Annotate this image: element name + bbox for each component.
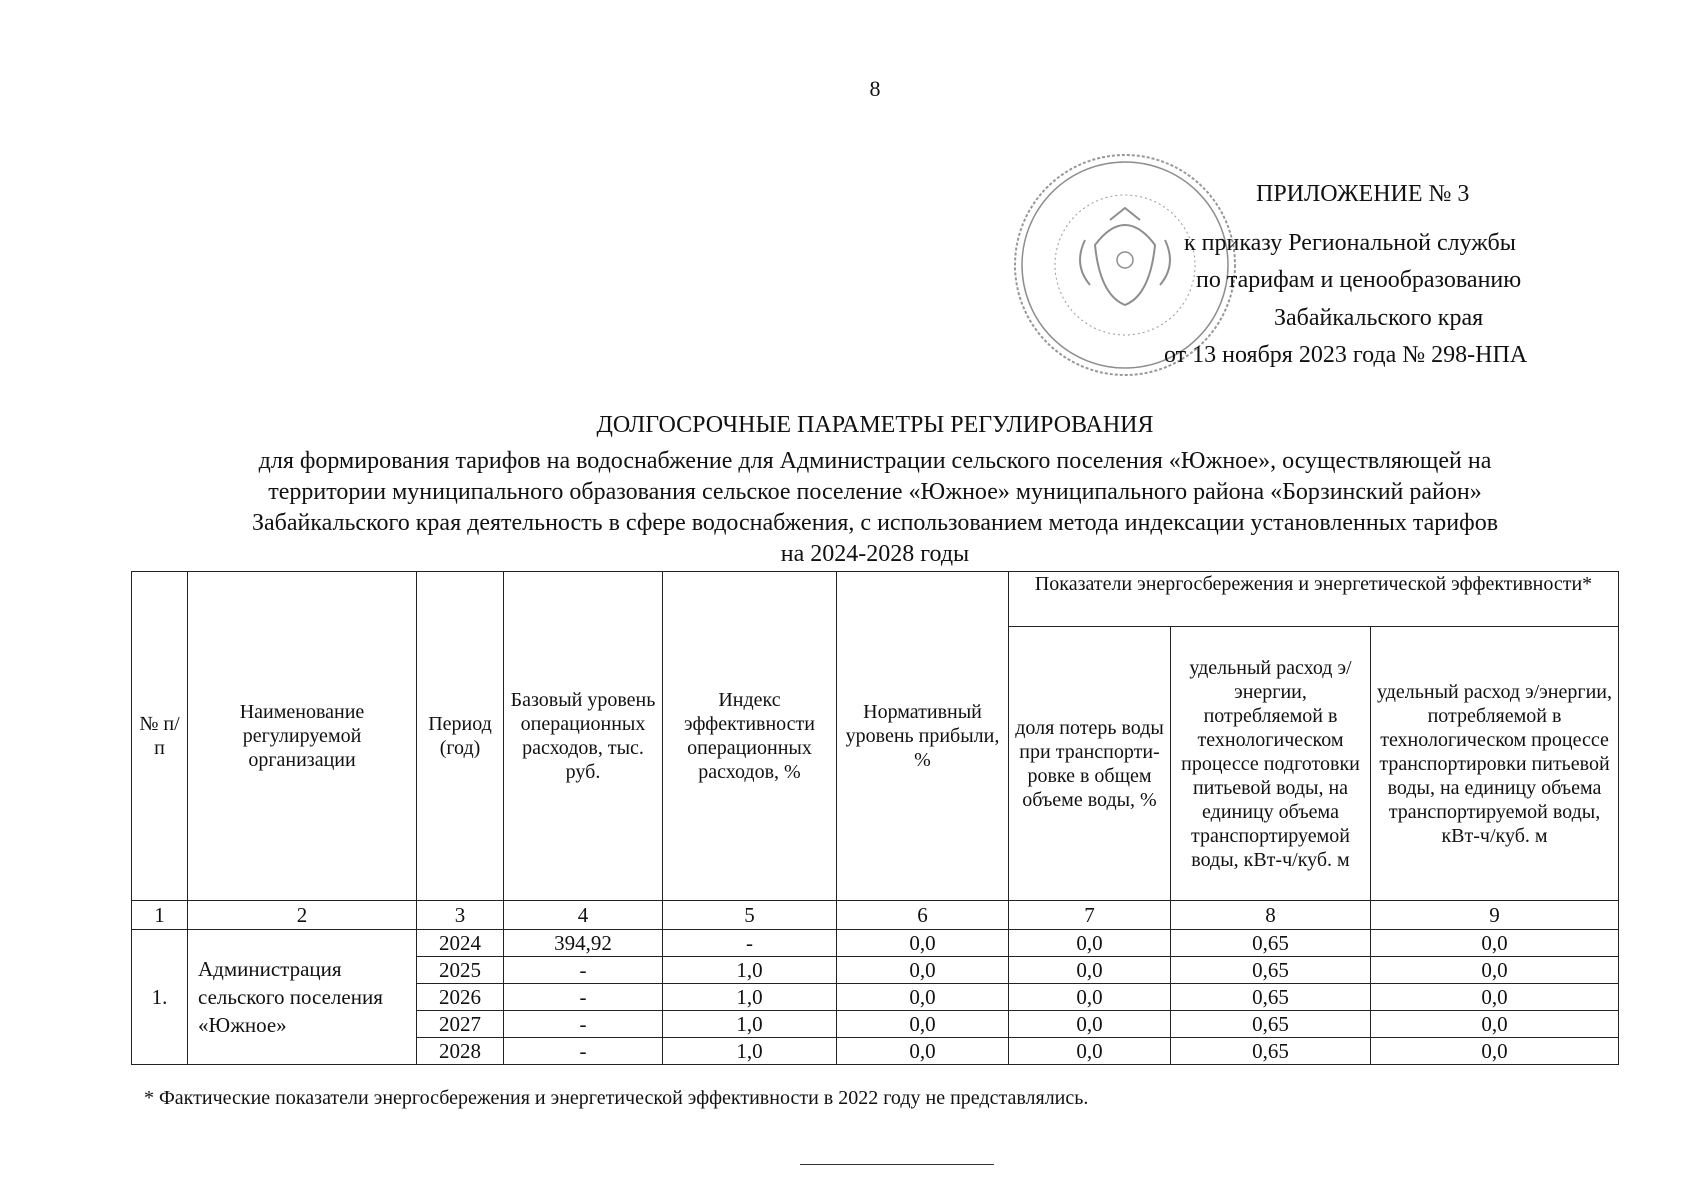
annex-line: Забайкальского края [1274, 304, 1484, 331]
base-cell: - [504, 984, 663, 1011]
year-cell: 2028 [417, 1038, 504, 1065]
index-cell: 1,0 [663, 957, 837, 984]
document-title: ДОЛГОСРОЧНЫЕ ПАРАМЕТРЫ РЕГУЛИРОВАНИЯ [596, 412, 1154, 438]
losses-cell: 0,0 [1009, 930, 1171, 957]
annex-line: от 13 ноября 2023 года № 298-НПА [1164, 341, 1528, 368]
footnote: * Фактические показатели энергосбережения и энергетической эффективности в 2022 году не представлялись. [144, 1087, 1089, 1109]
annex-block [1160, 176, 1527, 374]
energy-prep-cell: 0,65 [1171, 1038, 1371, 1065]
energy-trans-cell: 0,0 [1371, 984, 1619, 1011]
profit-cell: 0,0 [837, 957, 1009, 984]
energy-trans-cell: 0,0 [1371, 957, 1619, 984]
index-cell: 1,0 [663, 1011, 837, 1038]
year-cell: 2025 [417, 957, 504, 984]
annex-line: по тарифам и ценообразованию [1196, 267, 1522, 294]
base-cell: 394,92 [504, 930, 663, 957]
header-num: № п/п [132, 572, 188, 901]
energy-prep-cell: 0,65 [1171, 930, 1371, 957]
table-row [132, 930, 1619, 957]
subtitle-line: территории муниципального образования сельское поселение «Южное» муниципального района «Борзинский район» [268, 479, 1482, 505]
year-cell: 2027 [417, 1011, 504, 1038]
header-profit-level: Нормативный уровень прибыли, % [837, 572, 1009, 901]
annex-line: к приказу Региональной службы [1184, 230, 1516, 257]
profit-cell: 0,0 [837, 1011, 1009, 1038]
column-number: 1 [132, 901, 188, 930]
losses-cell: 0,0 [1009, 957, 1171, 984]
losses-cell: 0,0 [1009, 984, 1171, 1011]
energy-trans-cell: 0,0 [1371, 1011, 1619, 1038]
header-base-level: Базовый уровень операционных расходов, тыс. руб. [504, 572, 663, 901]
column-number: 7 [1009, 901, 1171, 930]
document-subtitle [130, 446, 1620, 570]
column-number-row [132, 901, 1619, 930]
base-cell: - [504, 1011, 663, 1038]
annex-title: ПРИЛОЖЕНИЕ № 3 [1256, 181, 1470, 207]
index-cell: 1,0 [663, 984, 837, 1011]
losses-cell: 0,0 [1009, 1038, 1171, 1065]
energy-trans-cell: 0,0 [1371, 930, 1619, 957]
column-number: 9 [1371, 901, 1619, 930]
losses-cell: 0,0 [1009, 1011, 1171, 1038]
year-cell: 2024 [417, 930, 504, 957]
column-number: 8 [1171, 901, 1371, 930]
index-cell: 1,0 [663, 1038, 837, 1065]
energy-prep-cell: 0,65 [1171, 957, 1371, 984]
energy-prep-cell: 0,65 [1171, 984, 1371, 1011]
profit-cell: 0,0 [837, 1038, 1009, 1065]
column-number: 4 [504, 901, 663, 930]
base-cell: - [504, 1038, 663, 1065]
header-organization: Наименование регулируемой организации [188, 572, 417, 901]
header-period: Период (год) [417, 572, 504, 901]
organization-name: Администрация сельского поселения «Южное» [188, 930, 417, 1065]
profit-cell: 0,0 [837, 984, 1009, 1011]
index-cell: - [663, 930, 837, 957]
energy-trans-cell: 0,0 [1371, 1038, 1619, 1065]
profit-cell: 0,0 [837, 930, 1009, 957]
page-number: 8 [869, 76, 881, 101]
header-water-losses: доля потерь воды при транспорти-ровке в общем объеме воды, % [1009, 627, 1171, 901]
header-energy-preparation: удельный расход э/энергии, потребляемой в технологическом процессе подготовки питьевой воды, на единицу объема транспортируемой воды, кВт-ч/куб. м [1171, 627, 1371, 901]
header-energy-group: Показатели энергосбережения и энергетической эффективности* [1009, 572, 1619, 627]
header-energy-transport: удельный расход э/энергии, потребляемой в технологическом процессе транспортировки питьевой воды, на единицу объема транспортируемой воды, кВт-ч/куб. м [1371, 627, 1619, 901]
subtitle-line: для формирования тарифов на водоснабжение для Администрации сельского поселения «Южное», осуществляющей на [258, 448, 1492, 474]
base-cell: - [504, 957, 663, 984]
header-efficiency-index: Индекс эффективности операционных расходов, % [663, 572, 837, 901]
energy-prep-cell: 0,65 [1171, 1011, 1371, 1038]
row-number: 1. [132, 930, 188, 1065]
regulation-parameters-table [131, 571, 1619, 1065]
column-number: 6 [837, 901, 1009, 930]
bottom-divider [800, 1164, 994, 1165]
column-number: 3 [417, 901, 504, 930]
subtitle-line: Забайкальского края деятельность в сфере водоснабжения, с использованием метода индексации установленных тарифов [251, 510, 1499, 536]
subtitle-line: на 2024-2028 годы [780, 541, 970, 567]
column-number: 2 [188, 901, 417, 930]
column-number: 5 [663, 901, 837, 930]
year-cell: 2026 [417, 984, 504, 1011]
